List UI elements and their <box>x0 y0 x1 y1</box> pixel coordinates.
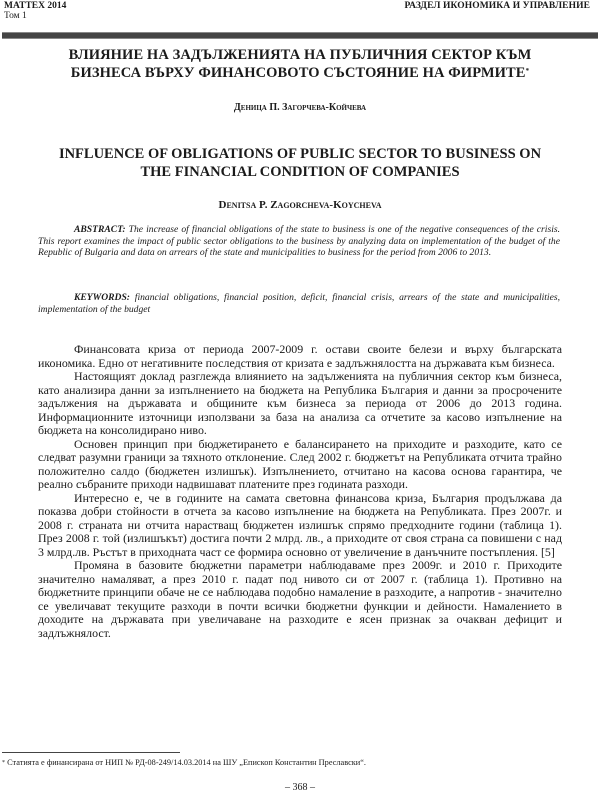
title-bg-line-1: ВЛИЯНИЕ НА ЗАДЪЛЖЕНИЯТА НА ПУБЛИЧНИЯ СЕКТОР КЪМ <box>68 47 532 63</box>
keywords-label: KEYWORDS: <box>74 292 130 303</box>
keywords-text: financial obligations, financial position, deficit, financial crisis, arrears of the state and municipalities, implementation of the budget <box>38 292 560 315</box>
journal-info <box>4 1 66 21</box>
author-bulgarian: Деница П. Загорчева-Койчева <box>233 102 367 113</box>
paragraph: Интересно е, че в годините на самата световна финансова криза, България продължава да показва добри стойности в отчета за касово изпълнение на бюджета на Републиката. През 2007г. и 2008 г. страната ни отчита нарастващ бюджетен излишък спрямо предходните години (таблица 1). През 2008 г. той (излишъкът) достига почти 2 млрд. лв., а приходите от своя страна са повишени с над 3 млрд.лв. Ръстът в приходната част се формира основно от увеличение в данъчните постъпления. [5] <box>38 490 562 559</box>
keywords <box>38 292 560 315</box>
footnote-divider <box>2 752 180 753</box>
title-footnote-mark[interactable]: * <box>525 67 530 75</box>
paragraph: Основен принцип при бюджетирането е балансирането на приходите и разходите, като се следват разумни граници за тяхното отклонение. След 2002 г. бюджетът на Републиката отчита трайно положително салдо (бюджетен излишък). Изпълнението, отчитано на касова основа гарантира, че реално събраните приходи надвишават платените през годината разходи. <box>38 436 562 491</box>
title-bg-line-2 <box>0 64 600 82</box>
abstract-text: The increase of financial obligations of the state to business is one of the negative consequences of the crisis. This report examines the impact of public sector obligations to the business by analyzing data on implementation of the budget of the Republic of Bulgaria and data on arrears of the state and municipalities to business for the period from 2006 to 2013. <box>38 224 560 258</box>
title-english <box>0 145 600 181</box>
abstract-label: ABSTRACT: <box>74 224 126 235</box>
paragraph: Настоящият доклад разглежда влиянието на задълженията на публичния сектор към бизнеса, като анализира данни за изпълнението на бюджета на Република България и данни за просрочените задължения на държавата и общините към бизнеса за периода от 2006 до 2013 година. Информационните източници използвани за база на анализа са отчетите за касово изпълнение на бюджета на консолидирано ниво. <box>38 369 562 437</box>
body-text <box>38 343 562 640</box>
journal-name: MATTEX 2014 <box>4 1 67 11</box>
footnote-text: Статията е финансирана от НИП № РД-08-249/14.03.2014 на ШУ „Епископ Константин Преславски“. <box>5 758 366 767</box>
section-name: РАЗДЕЛ ИКОНОМИКА И УПРАВЛЕНИЕ <box>404 1 590 11</box>
title-en-line-2: THE FINANCIAL CONDITION OF COMPANIES <box>140 164 460 180</box>
paragraph: Промяна в базовите бюджетни параметри наблюдаваме през 2009г. и 2010 г. Приходите значително намаляват, а през 2010 г. падат под нивото си от 2007 г. (таблица 1). Противно на бюджетните принципи обаче не се наблюдава подобно намаление в разходите, а напротив - значително се увеличават текущите разходи в почти всички бюджетни функции и дейности. Намалението в доходите на държавата при увеличаване на разходите е ясен признак за очакван дефицит и задлъжнялост. <box>38 558 562 640</box>
page-number: – 368 – <box>285 782 315 793</box>
journal-volume: Том 1 <box>4 11 27 21</box>
header-divider <box>2 32 598 39</box>
footnote-mark: * <box>2 760 5 766</box>
author-english: Denitsa P. Zagorcheva-Koycheva <box>218 199 382 211</box>
abstract <box>38 224 560 259</box>
title-en-line-1: INFLUENCE OF OBLIGATIONS OF PUBLIC SECTOR TO BUSINESS ON <box>58 146 542 162</box>
footnote <box>2 758 598 768</box>
paragraph: Финансовата криза от периода 2007-2009 г. остави своите белези и върху българската икономика. Едно от негативните последствия от кризата е задлъжнялостта на държавата към бизнеса. <box>38 342 562 370</box>
title-bg-line-2-text: БИЗНЕСА ВЪРХУ ФИНАНСОВОТО СЪСТОЯНИЕ НА ФИРМИТЕ <box>70 65 526 81</box>
title-bulgarian <box>0 46 600 82</box>
